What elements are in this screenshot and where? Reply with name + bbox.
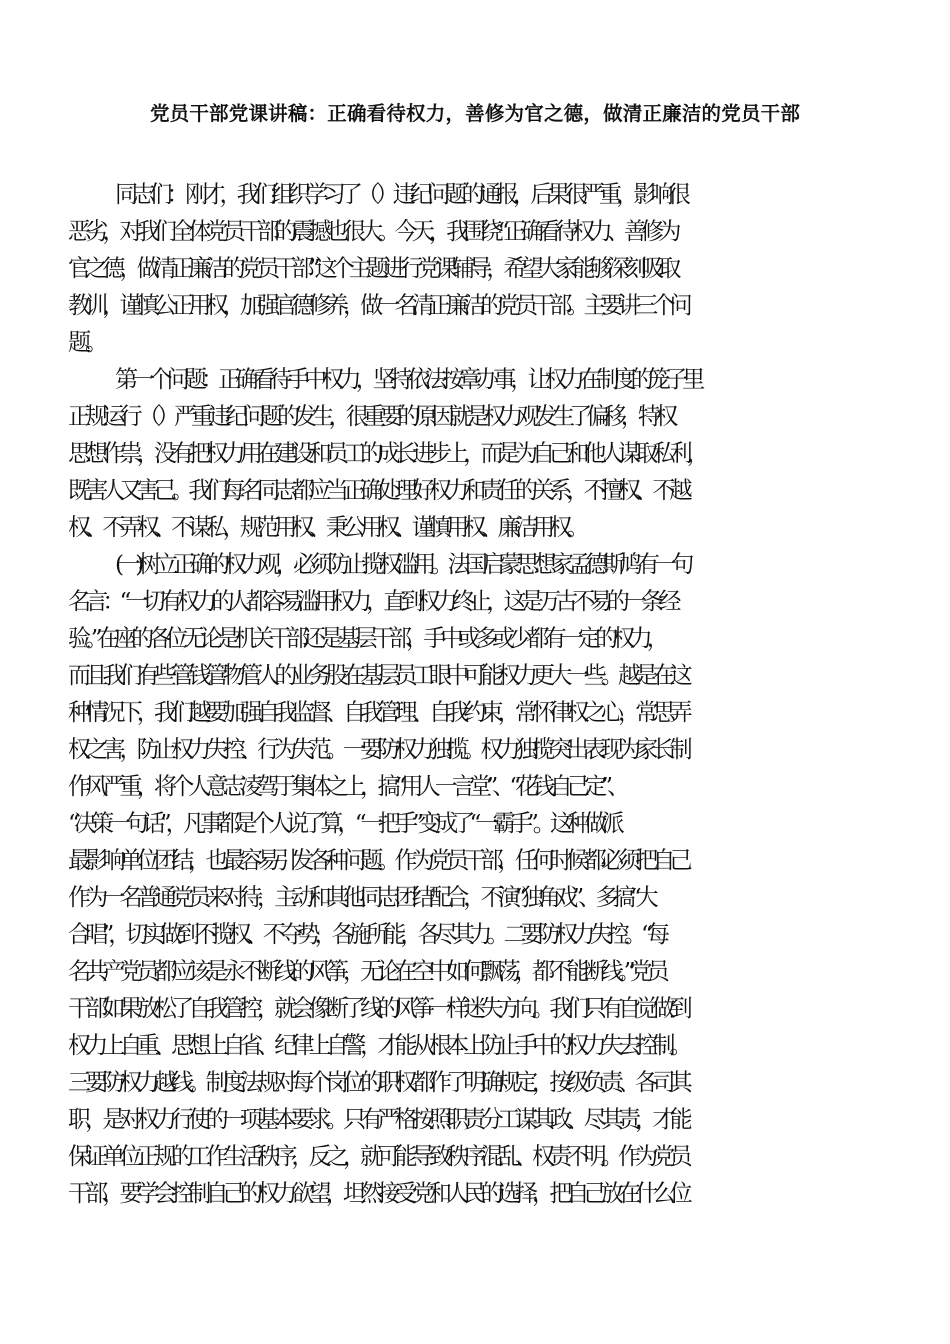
body-line: (一)树立正确的权力观，必须防止揽权滥用。法国启蒙思想家孟德斯鸠有一句: [115, 551, 689, 578]
body-line: 种情况下，我们越要加强自我监督、自我管理、自我约束，常怀律权之心，常思弄: [68, 699, 687, 726]
body-line: 而且我们有些管钱管物管人的业务股在基层员工眼中可能权力更大一些。越是在这: [68, 662, 687, 689]
body-line: 官之德，做清正廉洁的党员干部”这个主题进行党课辅导，希望大家能够深刻吸取: [68, 255, 676, 282]
body-line: 干部，要学会控制自己的权力欲望，坦然接受党和人民的选择，把自己放在什么位: [68, 1180, 687, 1207]
body-line: 题。: [68, 329, 103, 356]
body-line: 权、不弄权、不谋私，规范用权、秉公用权、谨慎用权、廉洁用权。: [68, 514, 584, 541]
body-line: 权之害，防止权力失控、行为失范。一要防权力独揽。权力独揽突出表现为家长制: [68, 736, 687, 763]
body-line: 第一个问题：正确看待手中权力，坚持依法按章办事，让权力在制度的笼子里: [115, 366, 700, 393]
document-body: [68, 176, 898, 1212]
body-line: 职，是对权力行使的一项基本要求。只有严格按照职责分工谋其政、尽其责，才能: [68, 1106, 687, 1133]
body-line: 三要防权力越线。制度法规对每个岗位的职权都作了明确规定，按级负责、各司其: [68, 1069, 687, 1096]
body-line: 恶劣，对我们全体党员干部的震撼也很大。今天，我围绕“正确看待权力、善修为: [68, 218, 676, 245]
body-line: 教训，谨慎公正用权，加强官德修养，做一名清正廉洁的党员干部。主要讲三个问: [68, 292, 687, 319]
body-line: 正规运行 （ ）严重违纪问题的发生，很重要的原因就是权力观发生了偏移，特权: [68, 403, 673, 430]
body-line: 同志们： 刚才，我们组织学习了（ ）违纪问题的通报，后果很严重，影响很: [115, 181, 685, 208]
body-line: 干部如果放松了自我管控，就会像断了线的风筝一样迷失方向。我们只有自觉做到: [68, 995, 687, 1022]
body-line: 名共产党员都应该是永不断线的风筝，无论在空中如何飘荡，都不能断线。”党员: [68, 958, 664, 985]
document-title: 党员干部党课讲稿：正确看待权力，善修为官之德，做清正廉洁的党员干部: [149, 102, 801, 125]
body-line: 既害人又害己。我们每名同志都应当正确处理好权力和责任的关系，不擅权、不越: [68, 477, 687, 504]
body-line: “决策一句话”，凡事都是个人说了算，“一把手”变成了“一霸手”。这种做派: [68, 810, 619, 837]
body-line: 权力上自重、思想上自省、纪律上自警，才能从根本上防止手中的权力失去控制。: [68, 1032, 687, 1059]
body-line: 名言：“一切有权力的人都容易滥用权力，直到权力终止，这是万古不易的一条经: [68, 588, 676, 615]
body-line: 合唱”，切实做到不揽权、不夺势，各施所能，各尽其力。二要防权力失控。“每: [68, 921, 665, 948]
body-line: 验。”在座的各位无论是机关干部还是基层干部，手中或多或少都有一定的权力，: [68, 625, 664, 652]
body-line: 作为一名普通党员来对待，主动和其他同志团结配合，不演“独角戏”、多搞“大: [68, 884, 653, 911]
body-line: 作风严重，将个人意志凌驾于集体之上，搞“用人一言堂”、“花钱自己定”、: [68, 773, 625, 800]
body-line: 保证单位正规的工作生活秩序，反之，就可能导致秩序混乱、权责不明。作为党员: [68, 1143, 687, 1170]
body-line: 思想作祟，没有把权力用在建设和员工的成长进步上，而是为自己和他人谋取私利，: [68, 440, 704, 467]
body-line: 最影响单位团结，也最容易引发各种问题。作为党员干部，任何时候都必须把自己: [68, 847, 687, 874]
